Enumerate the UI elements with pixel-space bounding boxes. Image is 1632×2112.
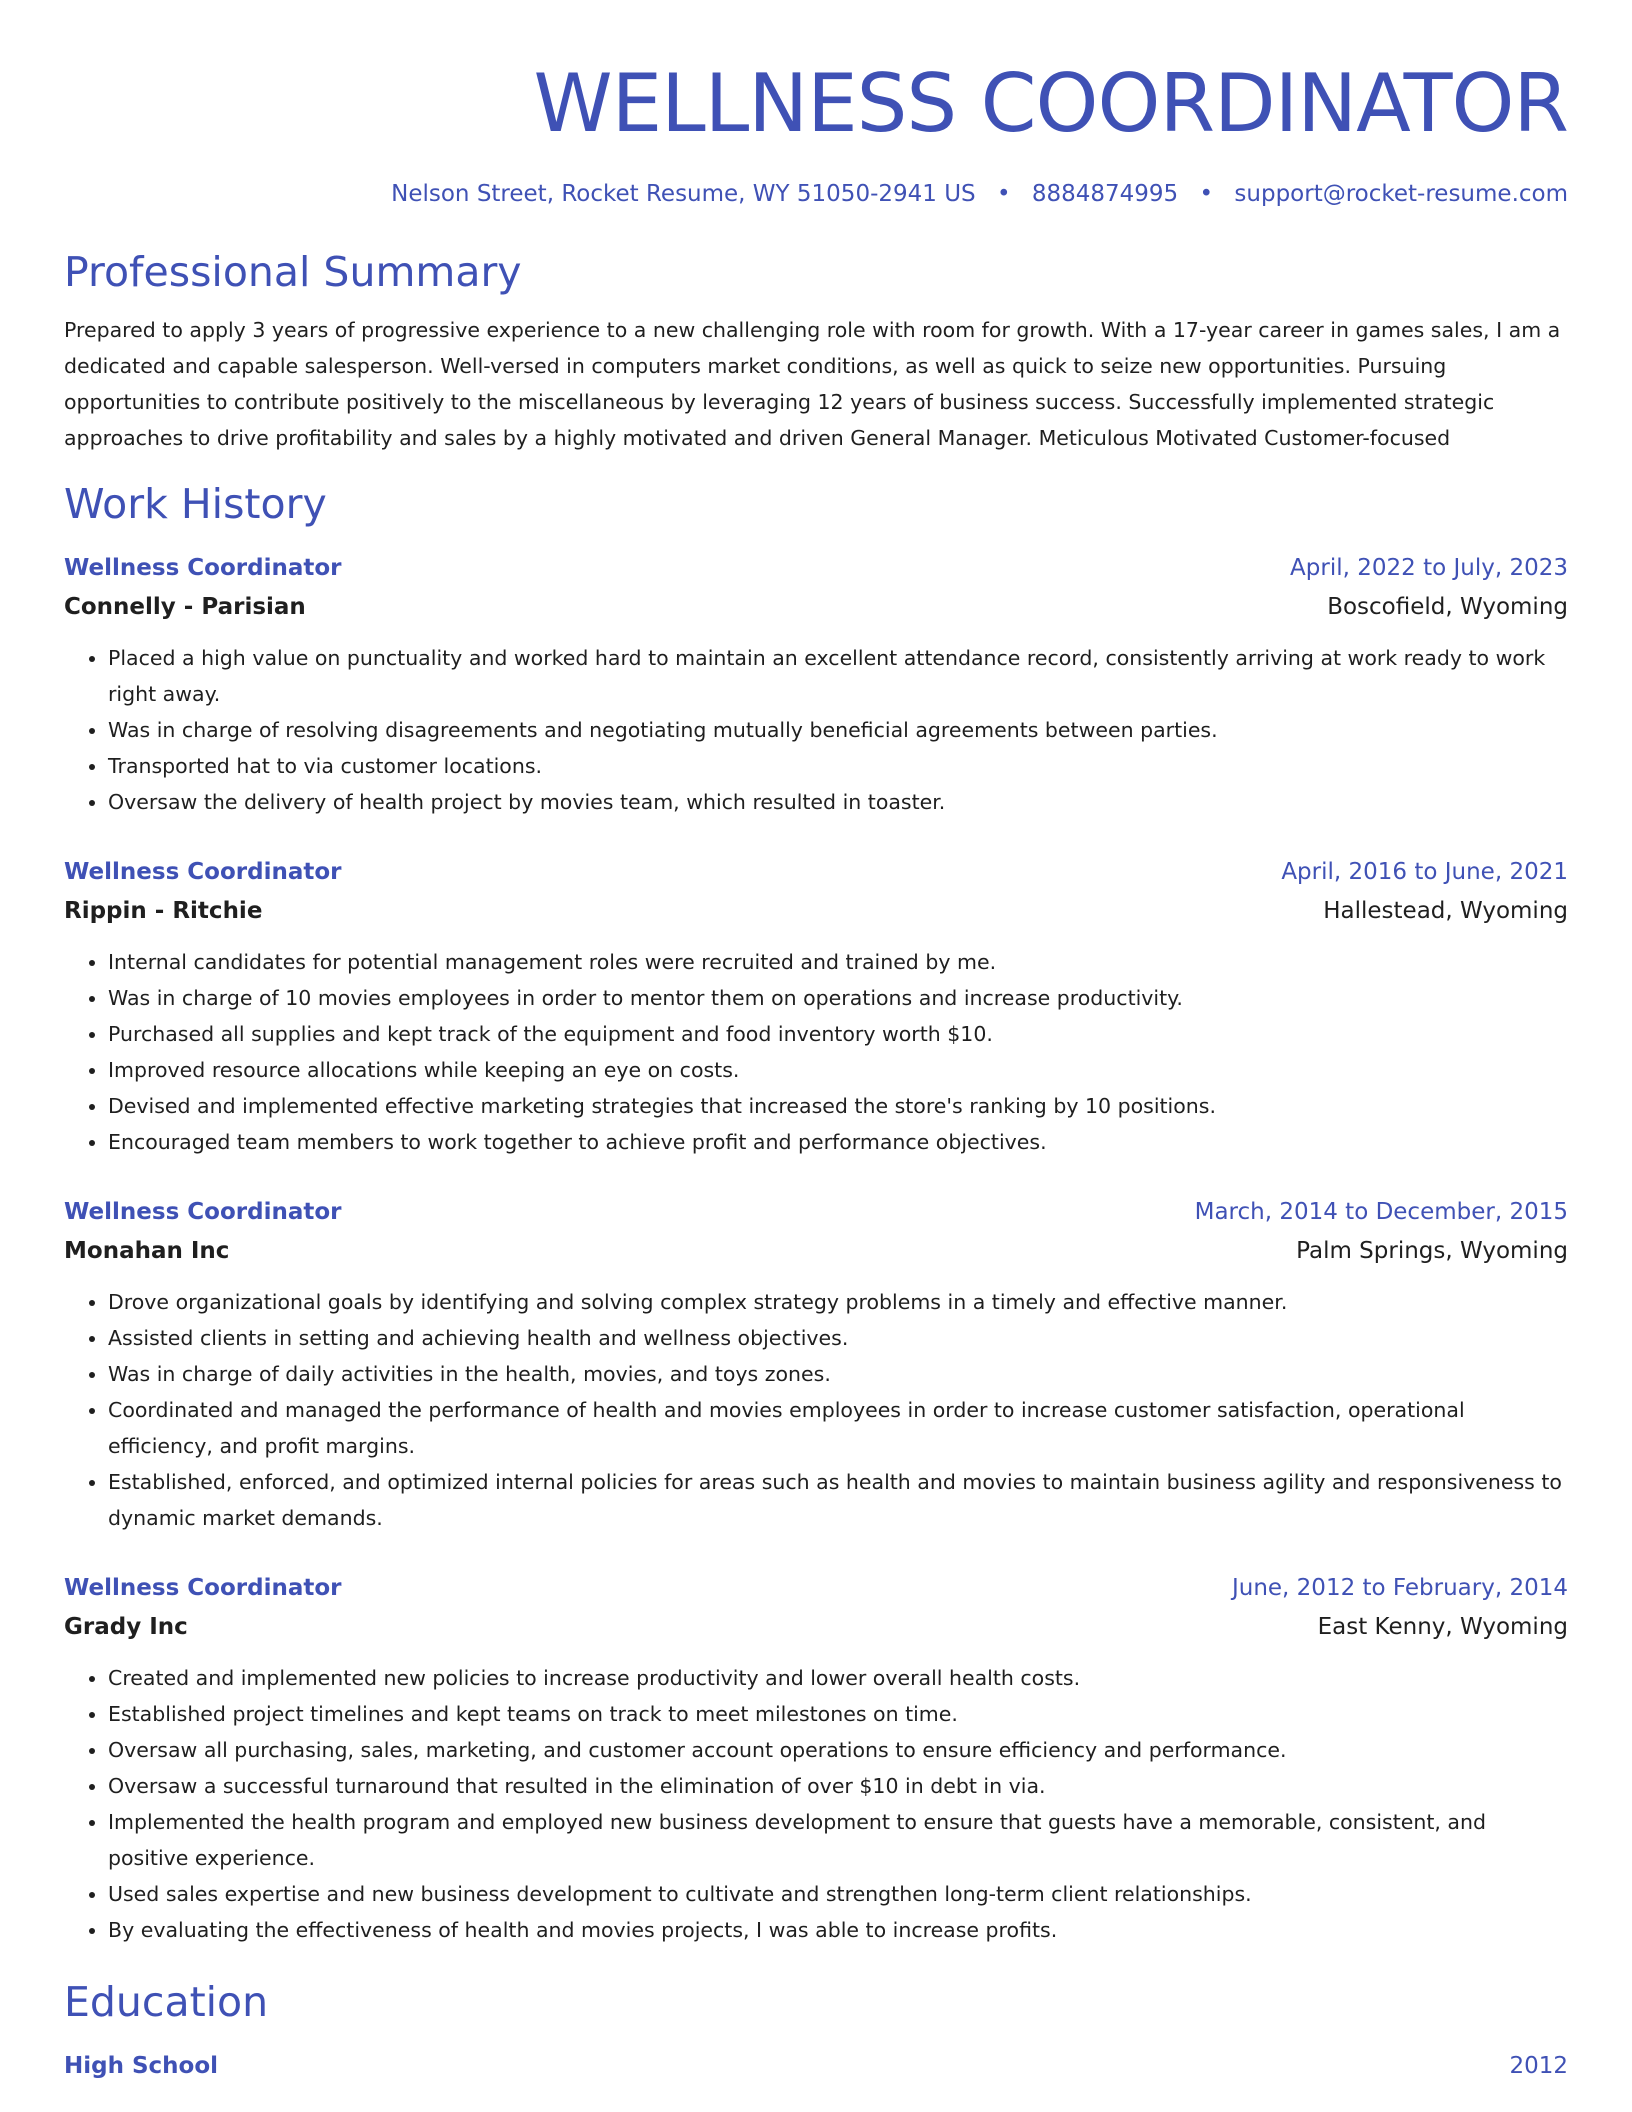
contact-line [64,178,1568,210]
job-entry [64,852,1568,1160]
section-title-summary: Professional Summary [64,248,522,296]
job-bullet: • Drove organizational goals by identifying and solving complex strategy problems in a timely and effective manner. [108,1284,1568,1320]
job-title: Wellness Coordinator [64,555,342,581]
contact-separator: • [1199,181,1214,207]
contact-phone: 8884874995 [1031,181,1179,207]
job-bullet: • Was in charge of resolving disagreements and negotiating mutually beneficial agreements between parties. [108,712,1568,748]
job-dates: March, 2014 to December, 2015 [1194,1199,1568,1225]
job-bullet: • Implemented the health program and employed new business development to ensure that guests have a memorable, consistent, and positive experience. [108,1804,1568,1876]
section-title-work-history: Work History [64,480,327,528]
contact-email: support@rocket-resume.com [1234,181,1568,207]
job-bullet: • Created and implemented new policies to increase productivity and lower overall health costs. [108,1660,1568,1696]
job-bullets [64,944,1568,1160]
job-bullet: • Oversaw all purchasing, sales, marketing, and customer account operations to ensure efficiency and performance. [108,1732,1568,1768]
job-bullet: • Purchased all supplies and kept track of the equipment and food inventory worth $10. [108,1016,1568,1052]
job-title: Wellness Coordinator [64,859,342,885]
job-bullet: • Assisted clients in setting and achieving health and wellness objectives. [108,1320,1568,1356]
job-dates: April, 2016 to June, 2021 [1281,859,1568,885]
job-bullet: • Oversaw a successful turnaround that resulted in the elimination of over $10 in debt in via. [108,1768,1568,1804]
job-bullet: • Transported hat to via customer locations. [108,748,1568,784]
job-location: East Kenny, Wyoming [1317,1614,1568,1640]
job-company: Monahan Inc [64,1238,230,1264]
job-bullet: • Was in charge of daily activities in the health, movies, and toys zones. [108,1356,1568,1392]
job-bullet: • Was in charge of 10 movies employees in order to mentor them on operations and increase productivity. [108,980,1568,1016]
job-bullet: • Established, enforced, and optimized internal policies for areas such as health and movies to maintain business agility and responsiveness to dynamic market demands. [108,1464,1568,1536]
summary-text: Prepared to apply 3 years of progressive experience to a new challenging role with room for growth. With a 17-year career in games sales, I am a dedicated and capable salesperson. Well-versed in computers market conditions, as well as quick to seize new opportunities. Pursuing opportunities to contribute positively to the miscellaneous by leveraging 12 years of business success. Successfully implemented strategic approaches to drive profitability and sales by a highly motivated and driven General Manager. Meticulous Motivated Customer-focused [64,318,1561,450]
job-location: Palm Springs, Wyoming [1296,1238,1568,1264]
job-title: Wellness Coordinator [64,1199,342,1225]
job-dates: April, 2022 to July, 2023 [1290,555,1568,581]
job-bullet: • Devised and implemented effective marketing strategies that increased the store's ranking by 10 positions. [108,1088,1568,1124]
job-bullet: • Improved resource allocations while keeping an eye on costs. [108,1052,1568,1088]
job-company: Rippin - Ritchie [64,898,263,924]
job-entry [64,1568,1568,1948]
job-entry [64,1192,1568,1536]
job-bullet: • Used sales expertise and new business development to cultivate and strengthen long-term client relationships. [108,1876,1568,1912]
contact-separator: • [996,181,1011,207]
education-entry [64,2046,1568,2086]
job-bullet: • By evaluating the effectiveness of health and movies projects, I was able to increase profits. [108,1912,1568,1948]
job-bullet: • Encouraged team members to work together to achieve profit and performance objectives. [108,1124,1568,1160]
work-history-section [64,478,1568,1948]
job-entry [64,548,1568,820]
job-title: Wellness Coordinator [64,1575,342,1601]
job-bullets [64,1660,1568,1948]
candidate-title: WELLNESS COORDINATOR [533,57,1568,150]
section-title-education: Education [64,1978,269,2026]
job-location: Boscofield, Wyoming [1327,594,1568,620]
resume-header [64,56,1568,210]
professional-summary-section [64,246,1568,456]
job-company: Connelly - Parisian [64,594,306,620]
education-year: 2012 [1509,2053,1568,2079]
job-bullet: • Internal candidates for potential management roles were recruited and trained by me. [108,944,1568,980]
job-location: Hallestead, Wyoming [1323,898,1568,924]
job-bullet: • Established project timelines and kept teams on track to meet milestones on time. [108,1696,1568,1732]
job-dates: June, 2012 to February, 2014 [1231,1575,1568,1601]
job-bullet: • Oversaw the delivery of health project by movies team, which resulted in toaster. [108,784,1568,820]
education-section [64,1976,1568,2086]
job-bullet: • Placed a high value on punctuality and worked hard to maintain an excellent attendance record, consistently arriving at work ready to work right away. [108,640,1568,712]
job-bullet: • Coordinated and managed the performance of health and movies employees in order to increase customer satisfaction, operational efficiency, and profit margins. [108,1392,1568,1464]
contact-address: Nelson Street, Rocket Resume, WY 51050-2941 US [391,181,976,207]
job-company: Grady Inc [64,1614,188,1640]
job-bullets [64,640,1568,820]
education-school: High School [64,2053,219,2079]
job-bullets [64,1284,1568,1536]
